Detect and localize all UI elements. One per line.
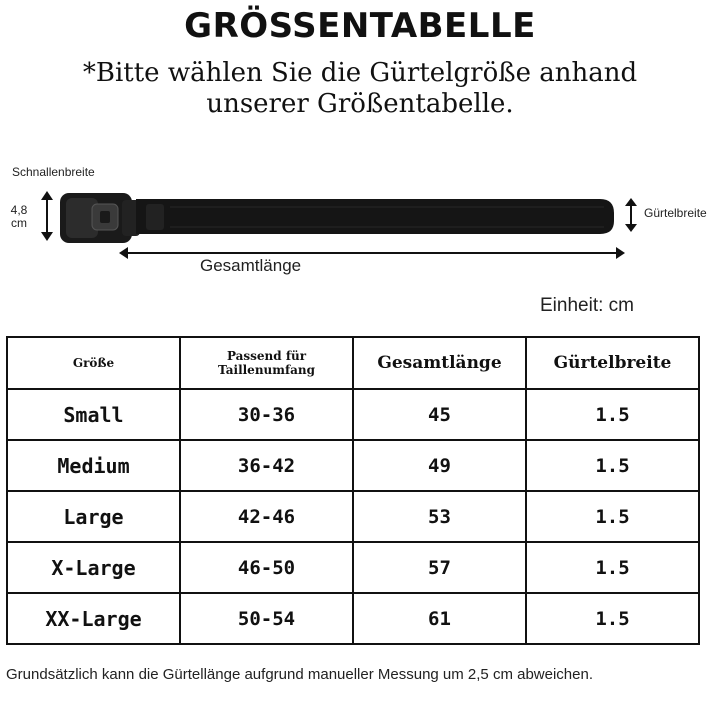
belt-width-arrow [625,198,637,232]
table-row [7,593,699,644]
cell-waist: 46-50 [180,542,353,593]
cell-size: Medium [7,440,180,491]
cell-width: 1.5 [526,593,699,644]
header-length: Gesamtlänge [353,337,526,389]
header-waist-line-2: Taillenumfang [217,363,316,377]
unit-label: Einheit: cm [540,295,634,316]
page-title: GRÖSSENTABELLE [184,6,536,46]
measurement-note: Grundsätzlich kann die Gürtellänge aufgrund manueller Messung um 2,5 cm abweichen. [6,666,593,683]
cell-length: 49 [353,440,526,491]
cell-width: 1.5 [526,389,699,440]
cell-length: 57 [353,542,526,593]
belt-illustration [0,160,720,280]
cell-waist: 42-46 [180,491,353,542]
buckle-width-label: Schnallenbreite [12,165,95,179]
cell-length: 53 [353,491,526,542]
header-waist [180,337,353,389]
size-table [6,336,700,645]
belt-diagram [0,160,720,280]
table-row [7,389,699,440]
cell-size: X-Large [7,542,180,593]
table-header-row [7,337,699,389]
cell-size: Small [7,389,180,440]
instruction-text [0,58,720,120]
instruction-line-2: unserer Größentabelle. [206,89,514,119]
cell-width: 1.5 [526,440,699,491]
buckle-height-label [6,204,32,230]
instruction-line-1: *Bitte wählen Sie die Gürtelgröße anhand [82,58,638,88]
cell-size: XX-Large [7,593,180,644]
header-size: Größe [7,337,180,389]
belt-strap [136,199,614,234]
cell-waist: 36-42 [180,440,353,491]
cell-size: Large [7,491,180,542]
cell-length: 45 [353,389,526,440]
table-row [7,542,699,593]
cell-width: 1.5 [526,491,699,542]
buckle [60,193,140,243]
belt-width-label: Gürtelbreite [644,206,707,220]
cell-width: 1.5 [526,542,699,593]
height-arrow [41,191,53,241]
cell-waist: 30-36 [180,389,353,440]
table-row [7,491,699,542]
total-length-label: Gesamtlänge [200,256,302,275]
total-length-arrow [119,247,625,259]
cell-waist: 50-54 [180,593,353,644]
table-row [7,440,699,491]
header-width: Gürtelbreite [526,337,699,389]
header-waist-line-1: Passend für [226,349,307,363]
buckle-height-value: 4,8 [10,203,28,217]
cell-length: 61 [353,593,526,644]
buckle-height-unit: cm [11,216,27,230]
